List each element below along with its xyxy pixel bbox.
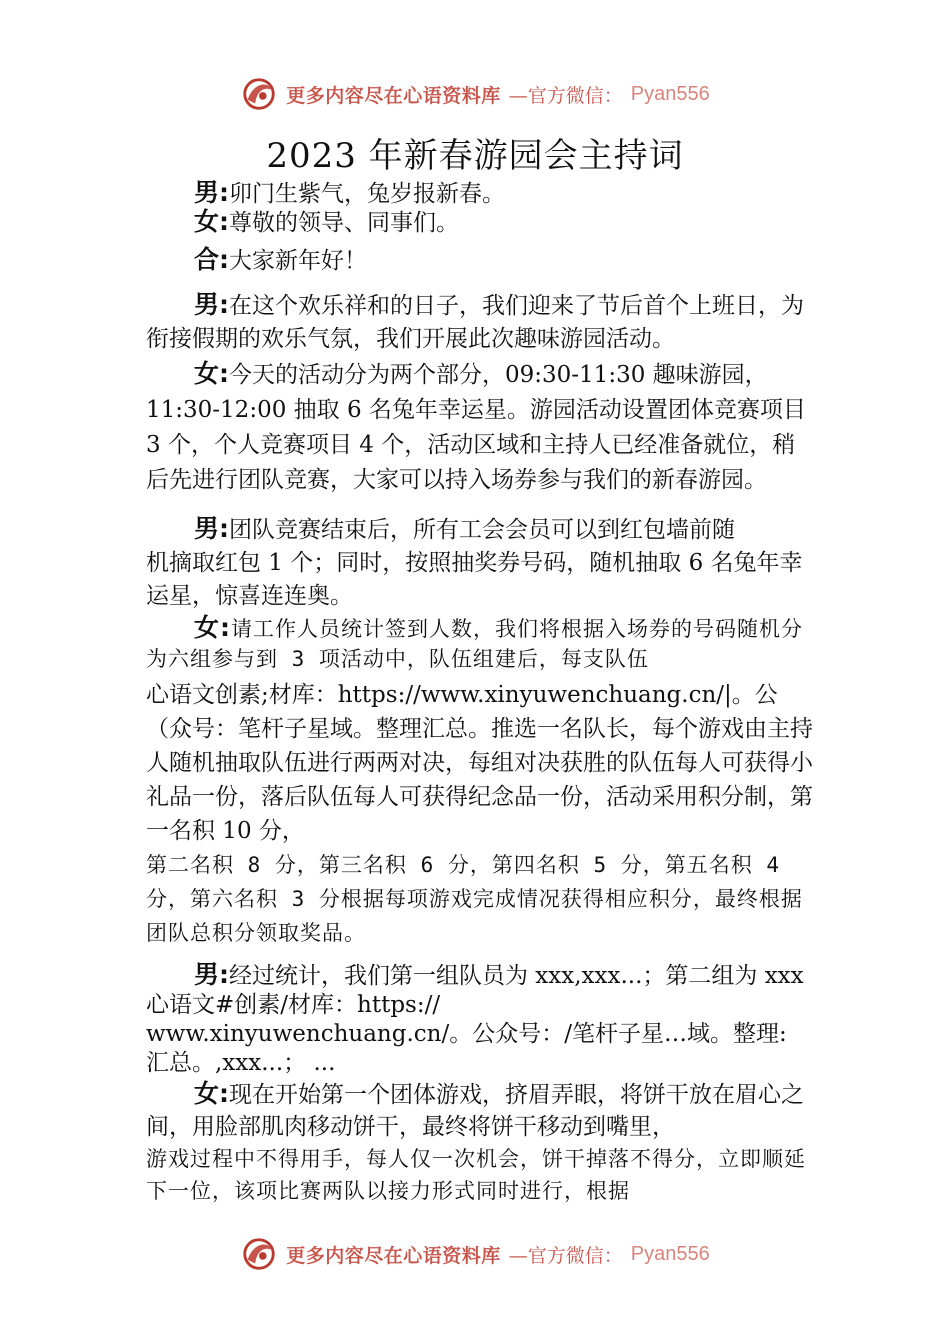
paragraph: 机摘取红包 1 个；同时，按照抽奖券号码，随机抽取 6 名兔年幸运星，惊喜连连奥。 [146, 550, 803, 609]
red-swirl-logo-icon [240, 1235, 278, 1273]
paragraph: 汇总。,xxx...； ... [146, 1050, 336, 1076]
paragraph [146, 356, 816, 498]
banner-text: 更多内容尽在心语资料库 [286, 1244, 501, 1267]
paragraph [146, 243, 816, 278]
paragraph-text: 尊敬的领导、同事们。 [229, 210, 459, 236]
paragraph: www.xinyuwenchuang.cn/。公众号：/笔杆子星…域。整理: [146, 1021, 787, 1047]
paragraph-text: 大家新年好！ [229, 248, 367, 274]
document-title: 2023 年新春游园会主持词 [266, 136, 684, 176]
paragraph [146, 288, 816, 356]
paragraph [146, 512, 816, 547]
speaker-label: 女: [194, 613, 231, 642]
banner-wechat-id: Pyan556 [630, 82, 710, 105]
red-swirl-logo-icon [240, 75, 278, 113]
speaker-label: 女: [194, 207, 229, 236]
paragraph-text: 现在开始第一个团体游戏，挤眉弄眼，将饼干放在眉心之间，用脸部肌肉移动饼干，最终将饼干移动到嘴里， [146, 1082, 804, 1140]
paragraph [146, 1078, 816, 1143]
speaker-label: 合: [194, 245, 229, 274]
paragraph-text: 卯门生紫气，兔岁报新春。 [229, 181, 505, 207]
footer-banner [0, 1232, 950, 1276]
paragraph: 第二名积 8 分，第三名积 6 分，第四名积 5 分，第五名积 4 分，第六名积 3 分根据每项游戏完成情况获得相应积分，最终根据团队总积分领取奖品。 [146, 853, 803, 945]
paragraph-text: 今天的活动分为两个部分，09:30-11:30 趣味游园，11:30-12:00 抽取 6 名兔年幸运星。游园活动设置团体竞赛项目 3 个，个人竞赛项目 4 个，活动区域和主持人已经准备就位，稍后先进行团队竞赛，大家可以持入场券参与我们的新春游园。 [146, 362, 806, 493]
speaker-label: 男: [194, 960, 229, 989]
speaker-label: 男: [194, 178, 229, 207]
speaker-label: 女: [194, 1079, 229, 1108]
paragraph: 游戏过程中不得用手，每人仅一次机会，饼干掉落不得分，立即顺延下一位，该项比赛两队以接力形式同时进行，根据 [146, 1147, 806, 1203]
banner-wechat-id: Pyan556 [630, 1242, 710, 1265]
paragraph-text: 团队竞赛结束后，所有工会会员可以到红包墙前随 [229, 517, 735, 543]
banner-separator: —官方微信： [508, 84, 623, 107]
paragraph-text: 在这个欢乐祥和的日子，我们迎来了节后首个上班日，为衔接假期的欢乐气氛，我们开展此次趣味游园活动。 [146, 293, 804, 352]
paragraph: 心语文创素;材库：https://www.xinyuwenchuang.cn/|。公（众号：笔杆子星域。整理汇总。推选一名队长，每个游戏由主持人随机抽取队伍进行两两对决，每组对决获胜的队伍每人可获得小礼品一份，落后队伍每人可获得纪念品一份，活动采用积分制，第一名积 10 分， [146, 682, 813, 844]
paragraph-text: 请工作人员统计签到人数，我们将根据入场券的号码随机分为六组参与到 3 项活动中，队伍组建后，每支队伍 [146, 617, 803, 671]
speaker-label: 男: [194, 290, 229, 319]
banner-text: 更多内容尽在心语资料库 [286, 84, 501, 107]
paragraph [146, 960, 816, 1020]
banner-separator: —官方微信： [508, 1244, 623, 1267]
paragraph-text: 经过统计，我们第一组队员为 xxx,xxx...；第二组为 xxx 心语文#创素/材库：https:// [146, 963, 804, 1018]
paragraph [146, 613, 816, 674]
header-banner [0, 72, 950, 116]
document-body [146, 176, 816, 1207]
speaker-label: 男: [194, 514, 229, 543]
speaker-label: 女: [194, 359, 229, 388]
